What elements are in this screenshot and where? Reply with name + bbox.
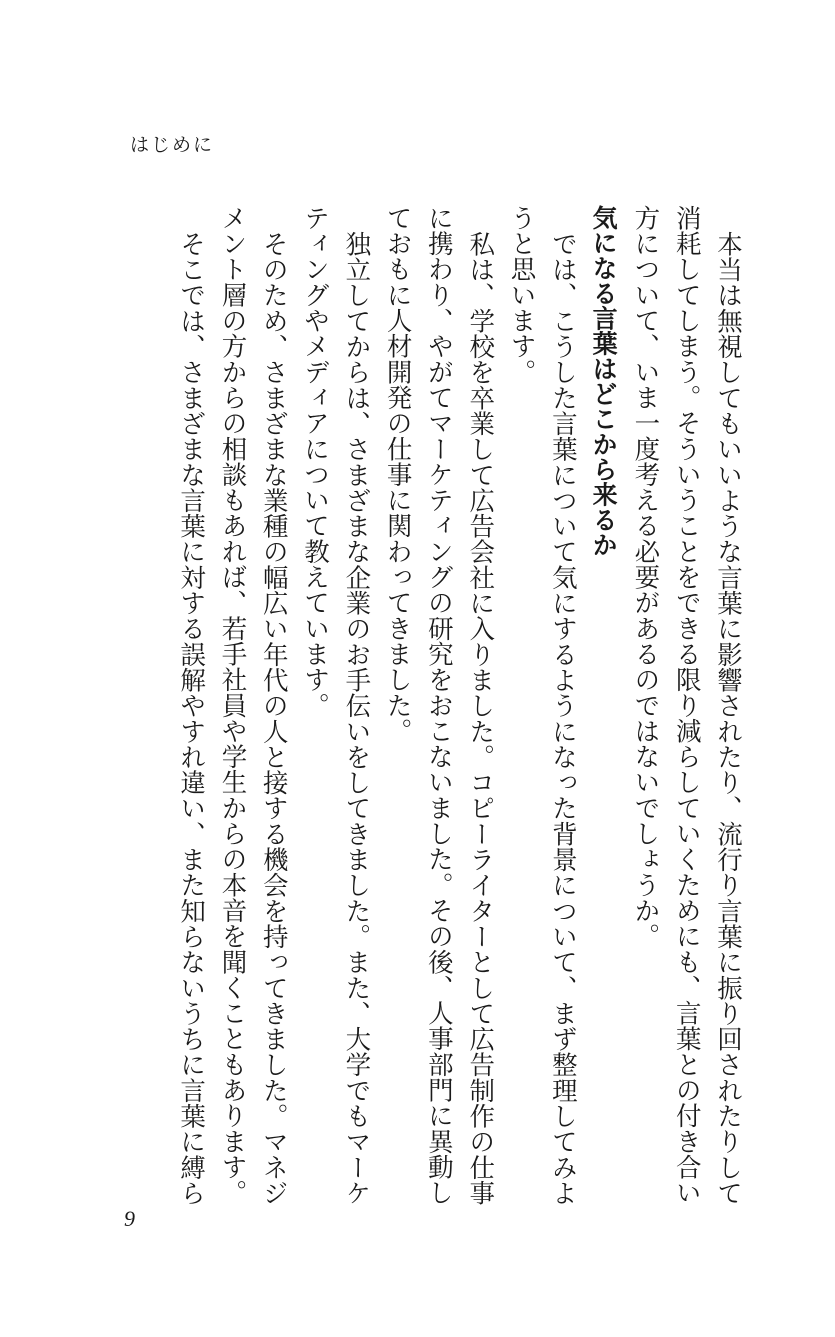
paragraph: 独立してからは、さまざまな企業のお手伝いをしてきました。また、大学でもマーケティングやメディアについて教えています。 bbox=[300, 205, 372, 1206]
paragraph: そのため、さまざまな業種の幅広い年代の人と接する機会を持ってきました。マネジメント層の方からの相談もあれば、若手社員や学生からの本音を聞くこともあります。 bbox=[217, 205, 289, 1206]
paragraph: 私は、学校を卒業して広告会社に入りました。コピーライターとして広告制作の仕事に携わり、やがてマーケティングの研究をおこないました。その後、人事部門に異動しておもに人材開発の仕事に関わってきました。 bbox=[382, 205, 496, 1206]
paragraph: では、こうした言葉について気にするようになった背景について、まず整理してみようと思います。 bbox=[506, 205, 578, 1206]
page-number: 9 bbox=[124, 1206, 135, 1231]
paragraph-continued: 消耗してしまう。そういうことをできる限り減らしていくためにも、言葉との付き合い方について、いま一度考える必要があるのではないでしょうか。 bbox=[630, 205, 702, 1206]
body-text bbox=[88, 205, 748, 1215]
section-heading: 気になる言葉はどこから来るか bbox=[589, 205, 619, 558]
running-head: はじめに bbox=[130, 134, 215, 156]
paragraph: そこでは、さまざまな言葉に対する誤解やすれ違い、また知らないうちに言葉に縛ら bbox=[176, 230, 207, 1206]
paragraph-first-line: 本当は無視してもいいような言葉に影響されたり、流行り言葉に振り回されたりして bbox=[713, 230, 743, 1206]
